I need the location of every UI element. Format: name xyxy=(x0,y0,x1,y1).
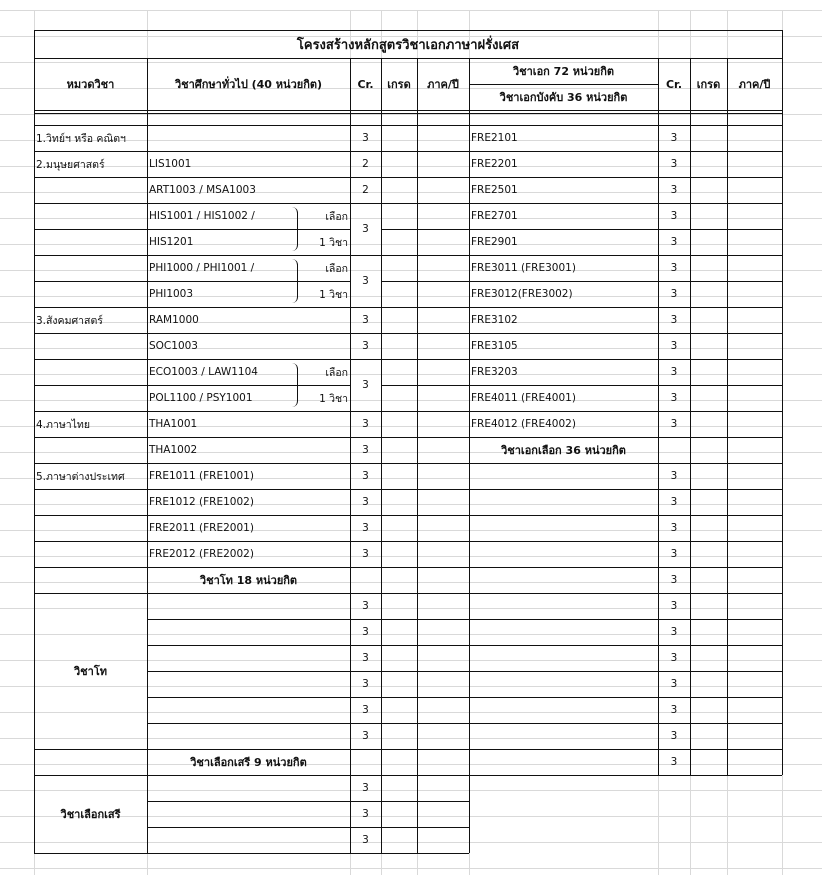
grid-line xyxy=(350,567,381,568)
choose-label: เลือก xyxy=(325,366,348,379)
general-course: FRE2012 (FRE2002) xyxy=(149,548,254,560)
major-course: FRE2201 xyxy=(471,158,518,170)
major-elective-cr: 3 xyxy=(670,704,678,716)
grid-line xyxy=(350,723,381,724)
grid-line xyxy=(34,437,147,438)
grid-line xyxy=(381,749,469,750)
general-course: ART1003 / MSA1003 xyxy=(149,184,256,196)
general-course xyxy=(147,125,350,151)
grid-line xyxy=(469,567,782,568)
choose-count: 1 วิชา xyxy=(319,236,348,249)
grid-line xyxy=(381,567,469,568)
general-course: RAM1000 xyxy=(149,314,199,326)
grid-line xyxy=(469,775,782,776)
category-label: 2.มนุษยศาสตร์ xyxy=(36,158,105,171)
grid-line xyxy=(381,541,469,542)
header-category: หมวดวิชา xyxy=(66,78,115,91)
major-cr: 3 xyxy=(670,340,678,352)
grid-line xyxy=(381,281,469,282)
grid-line xyxy=(34,177,147,178)
general-cr: 3 xyxy=(362,418,369,430)
grid-line xyxy=(381,307,469,308)
category-label: 4.ภาษาไทย xyxy=(36,418,91,431)
grid-line xyxy=(34,775,147,776)
header-term: ภาค/ปี xyxy=(427,78,459,91)
grid-line xyxy=(147,567,350,568)
grid-line xyxy=(147,671,350,672)
minor-cr: 3 xyxy=(362,730,369,742)
major-course: FRE3105 xyxy=(471,340,518,352)
grid-line xyxy=(0,218,822,219)
grid-line xyxy=(147,177,350,178)
grid-line xyxy=(469,58,470,853)
category-minor: วิชาโท xyxy=(74,665,107,678)
general-cr: 3 xyxy=(362,340,369,352)
grid-line xyxy=(469,125,782,126)
grid-line xyxy=(469,645,782,646)
grid-line xyxy=(0,530,822,531)
grid-line xyxy=(381,827,469,828)
grid-line xyxy=(147,801,350,802)
header-term-2: ภาค/ปี xyxy=(738,78,771,91)
header-grade: เกรด xyxy=(387,78,411,91)
grid-line xyxy=(381,333,469,334)
grid-line xyxy=(0,296,822,297)
major-cr: 3 xyxy=(670,418,678,430)
grid-line xyxy=(34,515,147,516)
grid-line xyxy=(147,541,350,542)
grid-line xyxy=(469,203,782,204)
grid-line xyxy=(381,411,469,412)
grid-line xyxy=(147,203,350,204)
grid-line xyxy=(469,359,782,360)
general-cr: 3 xyxy=(362,132,369,144)
free-cr: 3 xyxy=(362,808,369,820)
general-course: HIS1001 / HIS1002 / xyxy=(149,210,255,222)
grid-line xyxy=(350,827,381,828)
grid-line xyxy=(34,203,147,204)
grid-line xyxy=(147,437,350,438)
major-elective-cr: 3 xyxy=(670,626,678,638)
grid-line xyxy=(0,348,822,349)
grid-line xyxy=(34,567,147,568)
grid-line xyxy=(381,801,469,802)
grid-line xyxy=(350,437,381,438)
grid-line xyxy=(381,151,469,152)
minor-cr: 3 xyxy=(362,626,369,638)
grid-line xyxy=(469,385,782,386)
header-cr-2: Cr. xyxy=(665,77,683,91)
grid-line xyxy=(147,827,350,828)
grid-line xyxy=(34,853,147,854)
header-major: วิชาเอก 72 หน่วยกิต xyxy=(512,65,614,78)
grid-line xyxy=(147,385,350,386)
choose-count: 1 วิชา xyxy=(319,288,348,301)
grid-line xyxy=(381,359,469,360)
grid-line xyxy=(34,307,147,308)
grid-line xyxy=(147,255,350,256)
general-course: THA1001 xyxy=(149,418,198,430)
grid-line xyxy=(381,593,469,594)
grid-line xyxy=(469,515,782,516)
grid-line xyxy=(350,125,381,126)
grid-line xyxy=(469,229,782,230)
general-cr: 3 xyxy=(362,548,369,560)
major-elective-cr: 3 xyxy=(670,678,678,690)
grid-line xyxy=(147,723,350,724)
major-elective-cr: 3 xyxy=(670,574,678,586)
grid-line xyxy=(0,452,822,453)
grid-line xyxy=(381,697,469,698)
general-course: LIS1001 xyxy=(149,158,192,170)
grid-line xyxy=(147,333,350,334)
grid-line xyxy=(34,58,35,853)
grid-line xyxy=(350,853,381,854)
grid-line xyxy=(34,541,147,542)
grid-line xyxy=(0,374,822,375)
grid-line xyxy=(381,853,469,854)
general-cr: 2 xyxy=(362,184,369,196)
grid-line xyxy=(381,58,382,853)
major-elective-cr: 3 xyxy=(670,756,678,768)
choose-label: เลือก xyxy=(325,210,348,223)
minor-cr: 3 xyxy=(362,652,369,664)
major-course: FRE3012(FRE3002) xyxy=(471,288,573,300)
grid-line xyxy=(350,801,381,802)
grid-line xyxy=(0,556,822,557)
grid-line xyxy=(350,58,351,853)
grid-line xyxy=(147,697,350,698)
major-course: FRE2701 xyxy=(471,210,518,222)
grid-line xyxy=(147,775,350,776)
grid-line xyxy=(469,697,782,698)
grid-line xyxy=(147,229,350,230)
grid-line xyxy=(469,671,782,672)
grid-line xyxy=(469,255,782,256)
free-cr: 3 xyxy=(362,782,369,794)
general-cr: 3 xyxy=(362,522,369,534)
grid-line xyxy=(350,775,381,776)
grid-line xyxy=(34,411,147,412)
grid-line xyxy=(381,463,469,464)
major-elective-cr: 3 xyxy=(670,522,678,534)
grid-line xyxy=(350,307,381,308)
grid-line xyxy=(147,359,350,360)
grid-line xyxy=(469,541,782,542)
grid-line xyxy=(469,749,782,750)
grid-line xyxy=(469,84,658,85)
grid-line xyxy=(147,281,350,282)
header-general: วิชาศึกษาทั่วไป (40 หน่วยกิต) xyxy=(174,78,323,91)
major-cr: 3 xyxy=(670,314,678,326)
major-course: FRE3011 (FRE3001) xyxy=(471,262,576,274)
grid-line xyxy=(147,749,350,750)
free-cr: 3 xyxy=(362,834,369,846)
grid-line xyxy=(381,645,469,646)
grid-line xyxy=(350,541,381,542)
grid-line xyxy=(350,619,381,620)
grid-line xyxy=(658,58,659,775)
grid-line xyxy=(34,229,147,230)
minor-cr: 3 xyxy=(362,600,369,612)
grid-line xyxy=(147,411,350,412)
grid-line xyxy=(34,489,147,490)
major-course: FRE3203 xyxy=(471,366,518,378)
grid-line xyxy=(469,151,782,152)
grid-line xyxy=(0,582,822,583)
major-course: FRE2101 xyxy=(471,132,518,144)
general-cr: 3 xyxy=(362,444,369,456)
grid-line xyxy=(34,385,147,386)
grid-line xyxy=(0,244,822,245)
grid-line xyxy=(350,463,381,464)
grid-line xyxy=(381,437,469,438)
general-cr: 3 xyxy=(362,496,369,508)
grid-line xyxy=(147,593,350,594)
grid-line xyxy=(782,30,783,58)
grid-line xyxy=(147,151,350,152)
grid-line xyxy=(469,411,782,412)
grid-line xyxy=(381,177,469,178)
grid-line xyxy=(381,255,469,256)
major-cr: 3 xyxy=(670,236,678,248)
minor-cr: 3 xyxy=(362,678,369,690)
grid-line xyxy=(782,58,783,775)
major-course: FRE2901 xyxy=(471,236,518,248)
major-elective-cr: 3 xyxy=(670,548,678,560)
grid-line xyxy=(381,385,469,386)
table-title: โครงสร้างหลักสูตรวิชาเอกภาษาฝรั่งเศส xyxy=(296,37,520,53)
grid-line xyxy=(0,192,822,193)
general-cr: 3 xyxy=(362,379,369,391)
grid-line xyxy=(0,868,822,869)
general-course: PHI1003 xyxy=(149,288,194,300)
minor-cr: 3 xyxy=(362,704,369,716)
major-cr: 3 xyxy=(670,288,678,300)
general-course: THA1002 xyxy=(149,444,198,456)
general-course: POL1100 / PSY1001 xyxy=(149,392,253,404)
general-cr: 3 xyxy=(362,223,369,235)
major-elective-cr: 3 xyxy=(670,730,678,742)
choose-label: เลือก xyxy=(325,262,348,275)
major-cr: 3 xyxy=(670,392,678,404)
major-course: FRE4012 (FRE4002) xyxy=(471,418,576,430)
grid-line xyxy=(147,125,350,126)
grid-line xyxy=(690,58,691,775)
major-cr: 3 xyxy=(670,210,678,222)
grid-line xyxy=(350,333,381,334)
major-elective-cr: 3 xyxy=(670,496,678,508)
major-elective-cr: 3 xyxy=(670,470,678,482)
major-course: FRE4011 (FRE4001) xyxy=(471,392,576,404)
grid-line xyxy=(350,151,381,152)
grid-line xyxy=(381,125,469,126)
grid-line xyxy=(34,359,147,360)
grid-line xyxy=(381,515,469,516)
grid-line xyxy=(350,489,381,490)
grid-line xyxy=(469,619,782,620)
major-elective-cr: 3 xyxy=(670,600,678,612)
major-cr: 3 xyxy=(670,184,678,196)
grid-line xyxy=(469,437,782,438)
header-major-required: วิชาเอกบังคับ 36 หน่วยกิต xyxy=(499,91,628,104)
grid-line xyxy=(0,270,822,271)
grid-line xyxy=(350,671,381,672)
grid-line xyxy=(381,229,469,230)
grid-line xyxy=(147,307,350,308)
grid-line xyxy=(147,463,350,464)
grid-line xyxy=(350,593,381,594)
minor-label: วิชาโท 18 หน่วยกิต xyxy=(199,574,298,587)
grid-line xyxy=(381,489,469,490)
grid-line xyxy=(469,593,782,594)
general-cr: 3 xyxy=(362,314,369,326)
major-cr: 3 xyxy=(670,262,678,274)
grid-line xyxy=(350,359,381,360)
general-course: SOC1003 xyxy=(149,340,198,352)
general-course: ECO1003 / LAW1104 xyxy=(149,366,258,378)
grid-line xyxy=(34,125,147,126)
grid-line xyxy=(469,333,782,334)
grid-line xyxy=(350,255,381,256)
grid-line xyxy=(727,58,728,775)
grid-line xyxy=(147,853,350,854)
grid-line xyxy=(147,619,350,620)
grid-line xyxy=(147,515,350,516)
grid-line xyxy=(350,177,381,178)
grid-line xyxy=(34,151,147,152)
general-course: HIS1201 xyxy=(149,236,194,248)
general-course: FRE2011 (FRE2001) xyxy=(149,522,254,534)
grid-line xyxy=(350,645,381,646)
general-cr: 3 xyxy=(362,275,369,287)
grid-line xyxy=(0,504,822,505)
grid-line xyxy=(350,203,381,204)
grid-line xyxy=(147,58,148,853)
grid-line xyxy=(469,489,782,490)
grid-line xyxy=(381,671,469,672)
grid-line xyxy=(350,515,381,516)
choose-count: 1 วิชา xyxy=(319,392,348,405)
major-cr: 3 xyxy=(670,132,678,144)
grid-line xyxy=(350,697,381,698)
free-elective-label: วิชาเลือกเสรี 9 หน่วยกิต xyxy=(190,756,307,769)
grid-line xyxy=(0,10,822,11)
grid-line xyxy=(34,30,35,58)
category-free: วิชาเลือกเสรี xyxy=(60,808,121,821)
major-cr: 3 xyxy=(670,158,678,170)
grid-line xyxy=(34,255,147,256)
grid-line xyxy=(0,400,822,401)
grid-line xyxy=(381,775,469,776)
major-elective-label: วิชาเอกเลือก 36 หน่วยกิต xyxy=(501,444,626,457)
grid-line xyxy=(469,281,782,282)
major-cr: 3 xyxy=(670,366,678,378)
category-label: 1.วิทย์ฯ หรือ คณิตฯ xyxy=(36,132,126,145)
grid-line xyxy=(381,619,469,620)
major-elective-cr: 3 xyxy=(670,652,678,664)
general-course: FRE1012 (FRE1002) xyxy=(149,496,254,508)
major-course: FRE2501 xyxy=(471,184,518,196)
grid-line xyxy=(469,307,782,308)
grid-line xyxy=(469,723,782,724)
grid-line xyxy=(469,463,782,464)
general-course: PHI1000 / PHI1001 / xyxy=(149,262,255,274)
header-cr: Cr. xyxy=(357,77,374,91)
category-label: 3.สังคมศาสตร์ xyxy=(36,314,103,327)
grid-line xyxy=(350,749,381,750)
grid-line xyxy=(147,645,350,646)
grid-line xyxy=(34,463,147,464)
grid-line xyxy=(0,764,822,765)
major-course: FRE3102 xyxy=(471,314,518,326)
grid-line xyxy=(34,281,147,282)
general-cr: 3 xyxy=(362,470,369,482)
grid-line xyxy=(417,58,418,853)
category-label: 5.ภาษาต่างประเทศ xyxy=(36,470,125,483)
grid-line xyxy=(34,593,147,594)
general-course: FRE1011 (FRE1001) xyxy=(149,470,254,482)
general-cr: 2 xyxy=(362,158,369,170)
grid-line xyxy=(34,749,147,750)
grid-line xyxy=(469,177,782,178)
grid-line xyxy=(381,203,469,204)
grid-line xyxy=(34,333,147,334)
grid-line xyxy=(381,723,469,724)
grid-line xyxy=(34,30,782,31)
grid-line xyxy=(0,114,822,115)
header-grade-2: เกรด xyxy=(696,78,721,91)
grid-line xyxy=(350,411,381,412)
grid-line xyxy=(147,489,350,490)
